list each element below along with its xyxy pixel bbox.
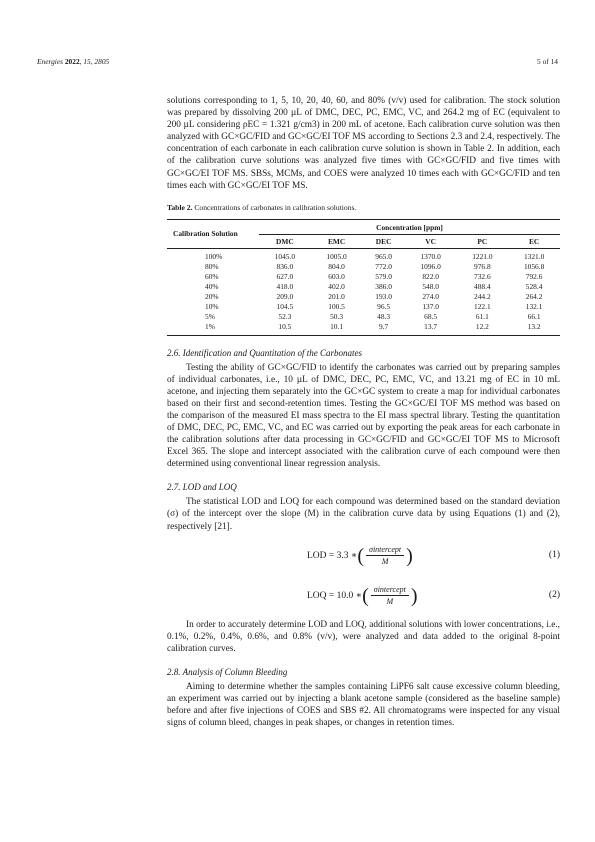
- journal-citation: Energies 2022, 15, 2805: [37, 57, 110, 66]
- table-cell: 488.4: [474, 282, 491, 292]
- row-label: 1%: [205, 322, 215, 332]
- table-cell: 209.0: [276, 292, 294, 302]
- column-header: PC: [477, 236, 488, 246]
- table-cell: 1321.0: [523, 251, 545, 261]
- row-label: 40%: [205, 282, 219, 292]
- table-cell: 66.1: [527, 312, 541, 322]
- eq1-denominator: M: [381, 557, 389, 567]
- row-label: 20%: [205, 292, 219, 302]
- section-2-6-text: Testing the ability of GC×GC/FID to identify the carbonates was carried out by preparing samples of individual carbonates, i.e., 10 µL of DMC, DEC, PC, EMC, VC, and 13.21 mg of EC in 10 mL acetone, and injecting them separately into the GC×GC system to create a map for individual carbonates based on their first and second-retention times. Testing the GC×GC/EI TOF MS method was based on the comparison of the measured EI mass spectra to the EI mass spectral library. Testing the quantitation of DMC, DEC, PC, EMC, VC, and EC was carried out by exporting the peak areas for each carbonate in the calibration solutions after data processing in GC×GC/FID and GC×GC/EI TOF MS to Microsoft Excel 365. The slope and intercept associated with the calibration curve of each compound were then determined using conventional linear regression analysis.: [167, 362, 560, 470]
- table-cell: 836.0: [276, 261, 294, 271]
- eq1-lhs: LOD = 3.3 ∗: [307, 551, 358, 562]
- table-row: [167, 262, 560, 272]
- table-cell: 12.2: [475, 322, 489, 332]
- table-cell: 528.4: [525, 282, 543, 292]
- eq2-numerator: σintercept: [371, 585, 409, 596]
- row-label: 80%: [205, 261, 219, 271]
- table-cell: 792.6: [525, 271, 543, 281]
- page-body: [167, 95, 560, 729]
- column-header: VC: [425, 236, 436, 246]
- table-cell: 104.5: [276, 302, 294, 312]
- table-cell: 418.0: [276, 282, 294, 292]
- table-cell: 1096.0: [420, 261, 441, 271]
- table-cell: 9.7: [378, 322, 389, 332]
- table-cell: 96.5: [377, 302, 391, 312]
- table-cell: 137.0: [422, 302, 439, 312]
- table-cell: 627.0: [276, 271, 294, 281]
- table-cell: 201.0: [328, 292, 345, 302]
- table-cell: 804.0: [328, 261, 345, 271]
- table-cell: 386.0: [375, 282, 392, 292]
- intro-paragraph: solutions corresponding to 1, 5, 10, 20, 40, 60, and 80% (v/v) used for calibration. The stock solution was prepared by dissolving 200 µL of DMC, DEC, PC, EMC, VC, and 264.2 mg of EC (equivalent to 200 µL considering ρEC = 1.321 g/cm3) in 200 mL of acetone. Each calibration curve solution was then analyzed with GC×GC/FID and GC×GC/EI TOF MS according to Sections 2.3 and 2.4, respectively. The concentration of each carbonate in each calibration curve solution is shown in Table 2. In addition, each of the calibration curve solutions was analyzed five times with GC×GC/FID and five times with GC×GC/EI TOF MS. SBSs, MCMs, and COES were analyzed 10 times each with GC×GC/FID and ten times each with GC×GC/EI TOF MS.: [167, 96, 560, 191]
- page-header: [37, 57, 558, 66]
- table-cell: 264.2: [525, 292, 543, 302]
- group-header: Concentration [ppm]: [259, 219, 560, 234]
- eq1-numerator: σintercept: [366, 545, 404, 556]
- equation-1: LOD = 3.3 ∗ ( $\frac{\text{σintercept}}{M}$ ) (1): [307, 544, 560, 567]
- section-heading-2-6: 2.6. Identification and Quantitation of the Carbonates: [167, 347, 362, 358]
- table-cell: 976.8: [474, 261, 491, 271]
- table-cell: 1005.0: [326, 251, 347, 261]
- table-row: [167, 322, 560, 335]
- table-cell: 1045.0: [274, 251, 296, 261]
- table-cell: 402.0: [328, 282, 345, 292]
- table-cell: 10.1: [330, 322, 344, 332]
- table-cell: 61.1: [475, 312, 489, 322]
- table-cell: 50.3: [330, 312, 344, 322]
- table-cell: 132.1: [525, 302, 543, 312]
- table-cell: 68.5: [424, 312, 438, 322]
- table-cell: 732.6: [474, 271, 491, 281]
- section-2-7-text: The statistical LOD and LOQ for each compound was determined based on the standard deviation (σ) of the intercept over the slope (M) in the calibration curve data by using Equations (1) and (2), respectively [21].: [167, 497, 560, 532]
- table-row: [167, 282, 560, 292]
- column-header: EC: [528, 236, 540, 246]
- table-cell: 1370.0: [420, 251, 441, 261]
- row-label: 10%: [205, 302, 219, 312]
- table-cell: 244.2: [474, 292, 491, 302]
- calibration-table: [167, 219, 560, 336]
- table-cell: 772.0: [375, 261, 392, 271]
- table-row: [167, 248, 560, 262]
- table-row: [167, 312, 560, 322]
- table-cell: 13.7: [424, 322, 438, 332]
- table-cell: 10.5: [278, 322, 292, 332]
- table-caption: Table 2. Concentrations of carbonates in calibration solutions.: [167, 202, 357, 212]
- column-header: DMC: [276, 236, 294, 246]
- eq2-denominator: M: [386, 597, 394, 607]
- row-label: 5%: [205, 312, 215, 322]
- column-header: EMC: [327, 236, 346, 246]
- table-cell: 965.0: [375, 251, 392, 261]
- eq2-number: (2): [548, 589, 560, 600]
- row-header: Calibration Solution: [167, 219, 259, 248]
- table-cell: 52.3: [278, 312, 292, 322]
- equation-2: LOQ = 10.0 ∗ ( $\frac{\text{σintercept}}{M}$ ) (2): [307, 584, 560, 607]
- table-cell: 100.5: [328, 302, 345, 312]
- section-heading-2-7: 2.7. LOD and LOQ: [167, 482, 237, 493]
- eq2-lhs: LOQ = 10.0 ∗: [307, 591, 363, 602]
- table-cell: 603.0: [328, 271, 345, 281]
- row-label: 60%: [205, 271, 219, 281]
- table-cell: 1221.0: [472, 251, 493, 261]
- eq1-number: (1): [548, 549, 560, 560]
- table-cell: 274.0: [422, 292, 439, 302]
- row-label: 100%: [205, 251, 223, 261]
- table-cell: 48.3: [377, 312, 391, 322]
- table-cell: 579.0: [375, 271, 392, 281]
- section-heading-2-8: 2.8. Analysis of Column Bleeding: [167, 666, 288, 677]
- table-body: [167, 248, 560, 335]
- table-row: [167, 292, 560, 302]
- section-2-7-text-2: In order to accurately determine LOD and LOQ, additional solutions with lower concentrations, i.e., 0.1%, 0.2%, 0.4%, 0.6%, and 0.8% (v/v), were analyzed and data added to the original 8-point calibration curves.: [167, 619, 560, 654]
- table-cell: 193.0: [375, 292, 392, 302]
- table-row: [167, 302, 560, 312]
- table-cell: 548.0: [422, 282, 439, 292]
- table-cell: 822.0: [422, 271, 439, 281]
- table-cell: 122.1: [474, 302, 491, 312]
- section-2-8-text: Aiming to determine whether the samples containing LiPF6 salt cause excessive column bleeding, an experiment was carried out by injecting a blank acetone sample (considered as the baseline sample) before and after five injections of COES and SBS #2. All chromatograms were inspected for any visual signs of column bleed, changes in peak shapes, or changes in retention times.: [167, 681, 560, 729]
- page-number: 5 of 14: [537, 57, 558, 66]
- table-cell: 1056.8: [523, 261, 545, 271]
- table-row: [167, 272, 560, 282]
- column-header: DEC: [375, 236, 392, 246]
- table-cell: 13.2: [527, 322, 541, 332]
